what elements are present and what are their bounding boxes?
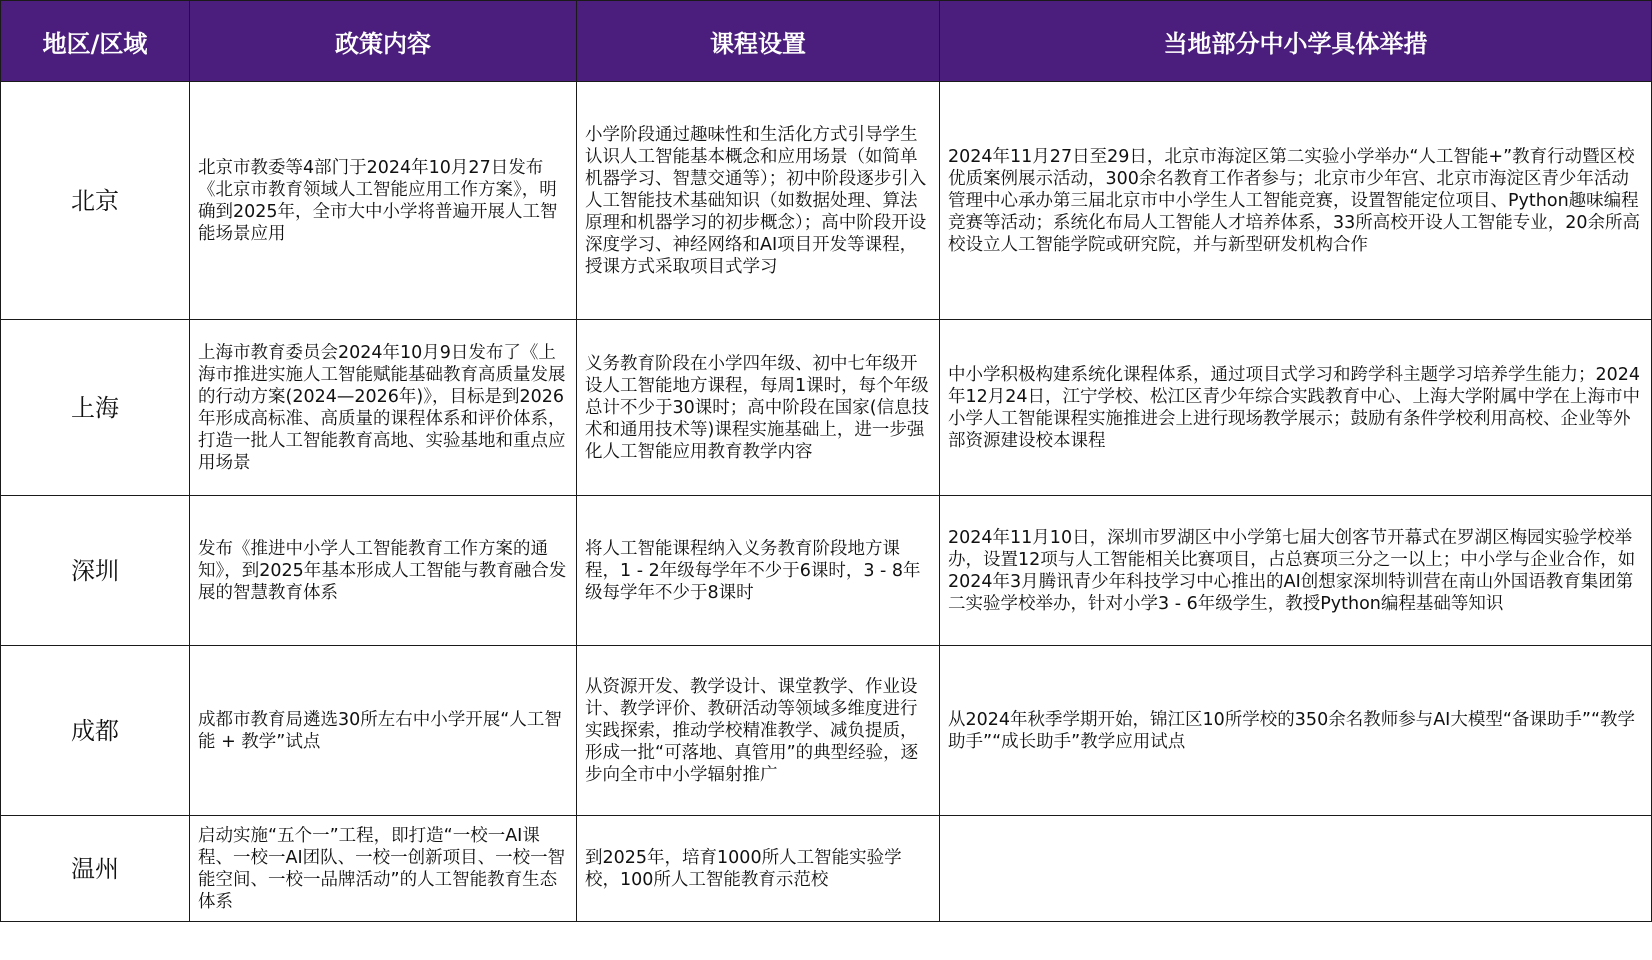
policy-cell: 北京市教委等4部门于2024年10月27日发布《北京市教育领域人工智能应用工作方案》，明确到2025年，全市大中小学将普遍开展人工智能场景应用	[190, 82, 577, 320]
region-cell: 成都	[1, 646, 190, 816]
measures-cell: 2024年11月10日，深圳市罗湖区中小学第七届大创客节开幕式在罗湖区梅园实验学校举办，设置12项与人工智能相关比赛项目，占总赛项三分之一以上；中小学与企业合作，如2024年3月腾讯青少年科技学习中心推出的AI创想家深圳特训营在南山外国语教育集团第二实验学校举办，针对小学3 - 6年级学生，教授Python编程基础等知识	[940, 496, 1652, 646]
header-measures: 当地部分中小学具体举措	[940, 1, 1652, 82]
policy-cell: 成都市教育局遴选30所左右中小学开展“人工智能 + 教学”试点	[190, 646, 577, 816]
measures-cell: 中小学积极构建系统化课程体系，通过项目式学习和跨学科主题学习培养学生能力；2024年12月24日，江宁学校、松江区青少年综合实践教育中心、上海大学附属中学在上海市中小学人工智能课程实施推进会上进行现场教学展示；鼓励有条件学校利用高校、企业等外部资源建设校本课程	[940, 320, 1652, 496]
policy-cell: 上海市教育委员会2024年10月9日发布了《上海市推进实施人工智能赋能基础教育高质量发展的行动方案(2024—2026年)》，目标是到2026年形成高标准、高质量的课程体系和评价体系，打造一批人工智能教育高地、实验基地和重点应用场景	[190, 320, 577, 496]
course-cell: 小学阶段通过趣味性和生活化方式引导学生认识人工智能基本概念和应用场景（如简单机器学习、智慧交通等）；初中阶段逐步引入人工智能技术基础知识（如数据处理、算法原理和机器学习的初步概念）；高中阶段开设深度学习、神经网络和AI项目开发等课程，授课方式采取项目式学习	[577, 82, 940, 320]
course-cell: 义务教育阶段在小学四年级、初中七年级开设人工智能地方课程，每周1课时，每个年级总计不少于30课时；高中阶段在国家(信息技术和通用技术等)课程实施基础上，进一步强化人工智能应用教育教学内容	[577, 320, 940, 496]
header-region: 地区/区域	[1, 1, 190, 82]
table-row	[1, 320, 1652, 496]
policy-cell: 发布《推进中小学人工智能教育工作方案的通知》，到2025年基本形成人工智能与教育融合发展的智慧教育体系	[190, 496, 577, 646]
header-course: 课程设置	[577, 1, 940, 82]
measures-cell	[940, 816, 1652, 922]
measures-cell: 从2024年秋季学期开始，锦江区10所学校的350余名教师参与AI大模型“备课助手”“教学助手”“成长助手”教学应用试点	[940, 646, 1652, 816]
region-cell: 温州	[1, 816, 190, 922]
policy-cell: 启动实施“五个一”工程，即打造“一校一AI课程、一校一AI团队、一校一创新项目、一校一智能空间、一校一品牌活动”的人工智能教育生态体系	[190, 816, 577, 922]
course-cell: 将人工智能课程纳入义务教育阶段地方课程，1 - 2年级每学年不少于6课时，3 - 8年级每学年不少于8课时	[577, 496, 940, 646]
table-header-row	[1, 1, 1652, 82]
table-row	[1, 82, 1652, 320]
table-row	[1, 646, 1652, 816]
region-cell: 上海	[1, 320, 190, 496]
table-row	[1, 816, 1652, 922]
region-cell: 深圳	[1, 496, 190, 646]
course-cell: 到2025年，培育1000所人工智能实验学校，100所人工智能教育示范校	[577, 816, 940, 922]
course-cell: 从资源开发、教学设计、课堂教学、作业设计、教学评价、教研活动等领域多维度进行实践探索，推动学校精准教学、减负提质，形成一批“可落地、真管用”的典型经验，逐步向全市中小学辐射推广	[577, 646, 940, 816]
measures-cell: 2024年11月27日至29日，北京市海淀区第二实验小学举办“人工智能+”教育行动暨区校优质案例展示活动，300余名教育工作者参与；北京市少年宫、北京市海淀区青少年活动管理中心承办第三届北京市中小学生人工智能竞赛，设置智能定位项目、Python趣味编程竞赛等活动；系统化布局人工智能人才培养体系，33所高校开设人工智能专业，20余所高校设立人工智能学院或研究院，并与新型研发机构合作	[940, 82, 1652, 320]
header-policy: 政策内容	[190, 1, 577, 82]
region-cell: 北京	[1, 82, 190, 320]
table-row	[1, 496, 1652, 646]
